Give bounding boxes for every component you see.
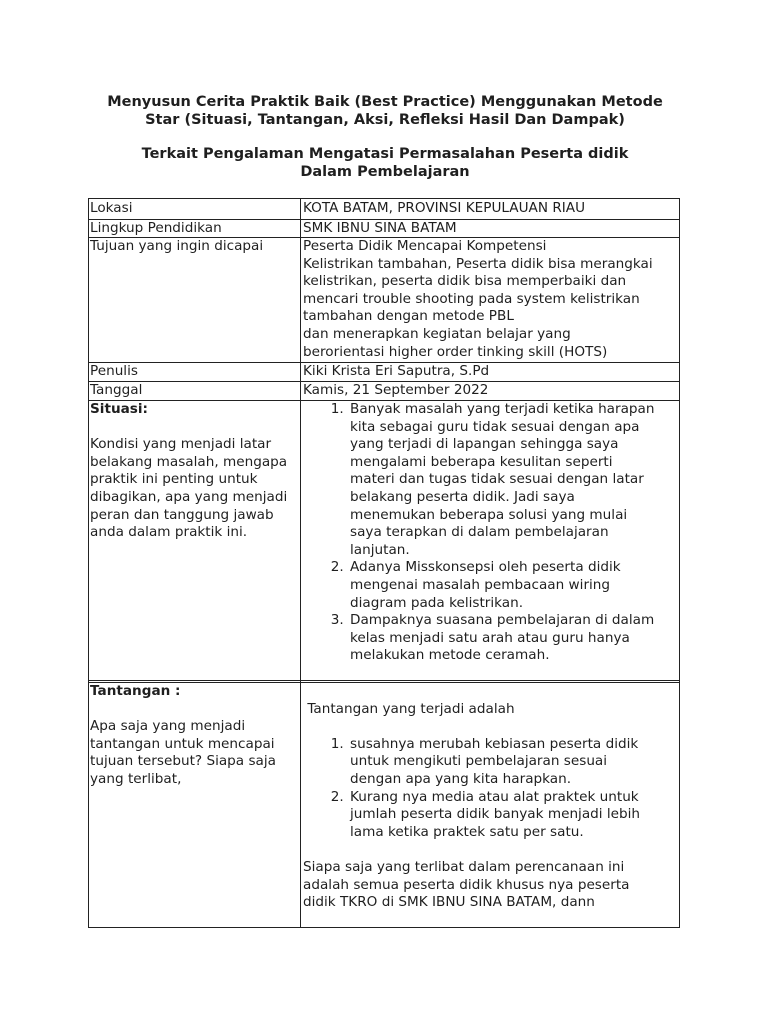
- tujuan-line: Kelistrikan tambahan, Peserta didik bisa merangkai: [303, 255, 653, 272]
- info-table: [88, 198, 680, 928]
- list-item-line: kelas menjadi satu arah atau guru hanya: [350, 629, 630, 646]
- situasi-line: praktik ini penting untuk: [90, 471, 258, 488]
- table-row-situasi: [89, 400, 679, 683]
- list-item-line: Dampaknya suasana pembelajaran di dalam: [350, 612, 655, 629]
- list-item-line: lama ketika praktek satu per satu.: [350, 823, 584, 840]
- tantangan-closing-line: Siapa saja yang terlibat dalam perencanaan ini: [303, 858, 625, 875]
- list-item-line: Adanya Misskonsepsi oleh peserta didik: [350, 559, 621, 576]
- list-item-line: Kurang nya media atau alat praktek untuk: [350, 788, 639, 805]
- tantangan-description: [90, 683, 298, 789]
- tujuan-line: tambahan dengan metode PBL: [303, 308, 514, 325]
- tantangan-heading: Tantangan :: [90, 683, 181, 699]
- table-row-tantangan: [89, 682, 679, 928]
- tujuan-line: dan menerapkan kegiatan belajar yang: [303, 325, 571, 342]
- list-item: [348, 612, 679, 665]
- list-item-line: susahnya merubah kebiasan peserta didik: [350, 735, 639, 752]
- document-subtitle: [90, 145, 680, 181]
- tantangan-line: Apa saja yang menjadi: [90, 718, 246, 735]
- title-line-2: Star (Situasi, Tantangan, Aksi, Refleksi Hasil Dan Dampak): [145, 112, 625, 128]
- situasi-line: peran dan tanggung jawab: [90, 506, 274, 523]
- list-item-line: saya terapkan di dalam pembelajaran: [350, 524, 609, 541]
- list-item-line: jumlah peserta didik banyak menjadi lebih: [350, 806, 641, 823]
- list-item-line: diagram pada kelistrikan.: [350, 594, 524, 611]
- lingkup-value: SMK IBNU SINA BATAM: [303, 220, 457, 236]
- lokasi-value: KOTA BATAM, PROVINSI KEPULAUAN RIAU: [303, 200, 586, 216]
- list-item-line: yang terjadi di lapangan sehingga saya: [350, 436, 619, 453]
- list-item-line: kita sebagai guru tidak sesuai dengan apa: [350, 418, 640, 435]
- penulis-label: Penulis: [90, 363, 138, 379]
- tantangan-line: tujuan tersebut? Siapa saja: [90, 753, 276, 770]
- list-item-line: menemukan beberapa solusi yang mulai: [350, 506, 628, 523]
- tantangan-line: tantangan untuk mencapai: [90, 735, 275, 752]
- list-item-line: untuk mengikuti pembelajaran sesuai: [350, 753, 608, 770]
- list-item-line: belakang peserta didik. Jadi saya: [350, 488, 575, 505]
- situasi-content: [303, 401, 679, 665]
- tujuan-line: Peserta Didik Mencapai Kompetensi: [303, 238, 547, 254]
- list-item-line: melakukan metode ceramah.: [350, 647, 550, 664]
- tujuan-value: [303, 238, 679, 361]
- list-item-line: materi dan tugas tidak sesuai dengan latar: [350, 471, 644, 488]
- table-row-tujuan: [89, 237, 679, 363]
- tantangan-closing-line: adalah semua peserta didik khusus nya peserta: [303, 876, 630, 893]
- list-item-line: mengalami beberapa kesulitan seperti: [350, 453, 613, 470]
- tantangan-closing-line: didik TKRO di SMK IBNU SINA BATAM, dann: [303, 894, 595, 911]
- situasi-list: [303, 401, 679, 665]
- table-row-penulis: [89, 362, 679, 382]
- lingkup-label: Lingkup Pendidikan: [90, 220, 222, 236]
- tantangan-content: [303, 683, 679, 912]
- situasi-line: anda dalam praktik ini.: [90, 524, 248, 541]
- table-row-tanggal: [89, 381, 679, 401]
- list-item: [348, 789, 679, 842]
- tantangan-list: [303, 736, 679, 842]
- tanggal-value: Kamis, 21 September 2022: [303, 382, 489, 398]
- subtitle-line-2: Dalam Pembelajaran: [300, 164, 470, 180]
- list-item-line: Banyak masalah yang terjadi ketika harapan: [350, 401, 655, 417]
- penulis-value: Kiki Krista Eri Saputra, S.Pd: [303, 363, 490, 379]
- list-item-line: lanjutan.: [350, 541, 410, 558]
- list-item: [348, 559, 679, 612]
- situasi-line: belakang masalah, mengapa: [90, 453, 288, 470]
- situasi-heading: Situasi:: [90, 401, 148, 417]
- lokasi-label: Lokasi: [90, 200, 133, 216]
- situasi-line: Kondisi yang menjadi latar: [90, 436, 272, 453]
- tujuan-line: mencari trouble shooting pada system kelistrikan: [303, 290, 640, 307]
- situasi-line: dibagikan, apa yang menjadi: [90, 488, 288, 505]
- list-item-line: dengan apa yang kita harapkan.: [350, 770, 572, 787]
- tujuan-line: berorientasi higher order tinking skill (HOTS): [303, 343, 608, 360]
- subtitle-line-1: Terkait Pengalaman Mengatasi Permasalahan Peserta didik: [141, 146, 629, 162]
- tujuan-label: Tujuan yang ingin dicapai: [90, 238, 264, 254]
- list-item: [348, 401, 679, 559]
- list-item-line: mengenai masalah pembacaan wiring: [350, 576, 611, 593]
- tujuan-line: kelistrikan, peserta didik bisa memperbaiki dan: [303, 273, 627, 290]
- tantangan-line: yang terlibat,: [90, 770, 182, 787]
- document-title: [90, 93, 680, 129]
- table-row-lingkup: [89, 219, 679, 238]
- tanggal-label: Tanggal: [90, 382, 143, 398]
- tantangan-intro: Tantangan yang terjadi adalah: [303, 700, 515, 717]
- situasi-description: [90, 401, 298, 542]
- title-line-1: Menyusun Cerita Praktik Baik (Best Practice) Menggunakan Metode: [107, 94, 663, 110]
- list-item: [348, 736, 679, 789]
- table-row-lokasi: [89, 199, 679, 220]
